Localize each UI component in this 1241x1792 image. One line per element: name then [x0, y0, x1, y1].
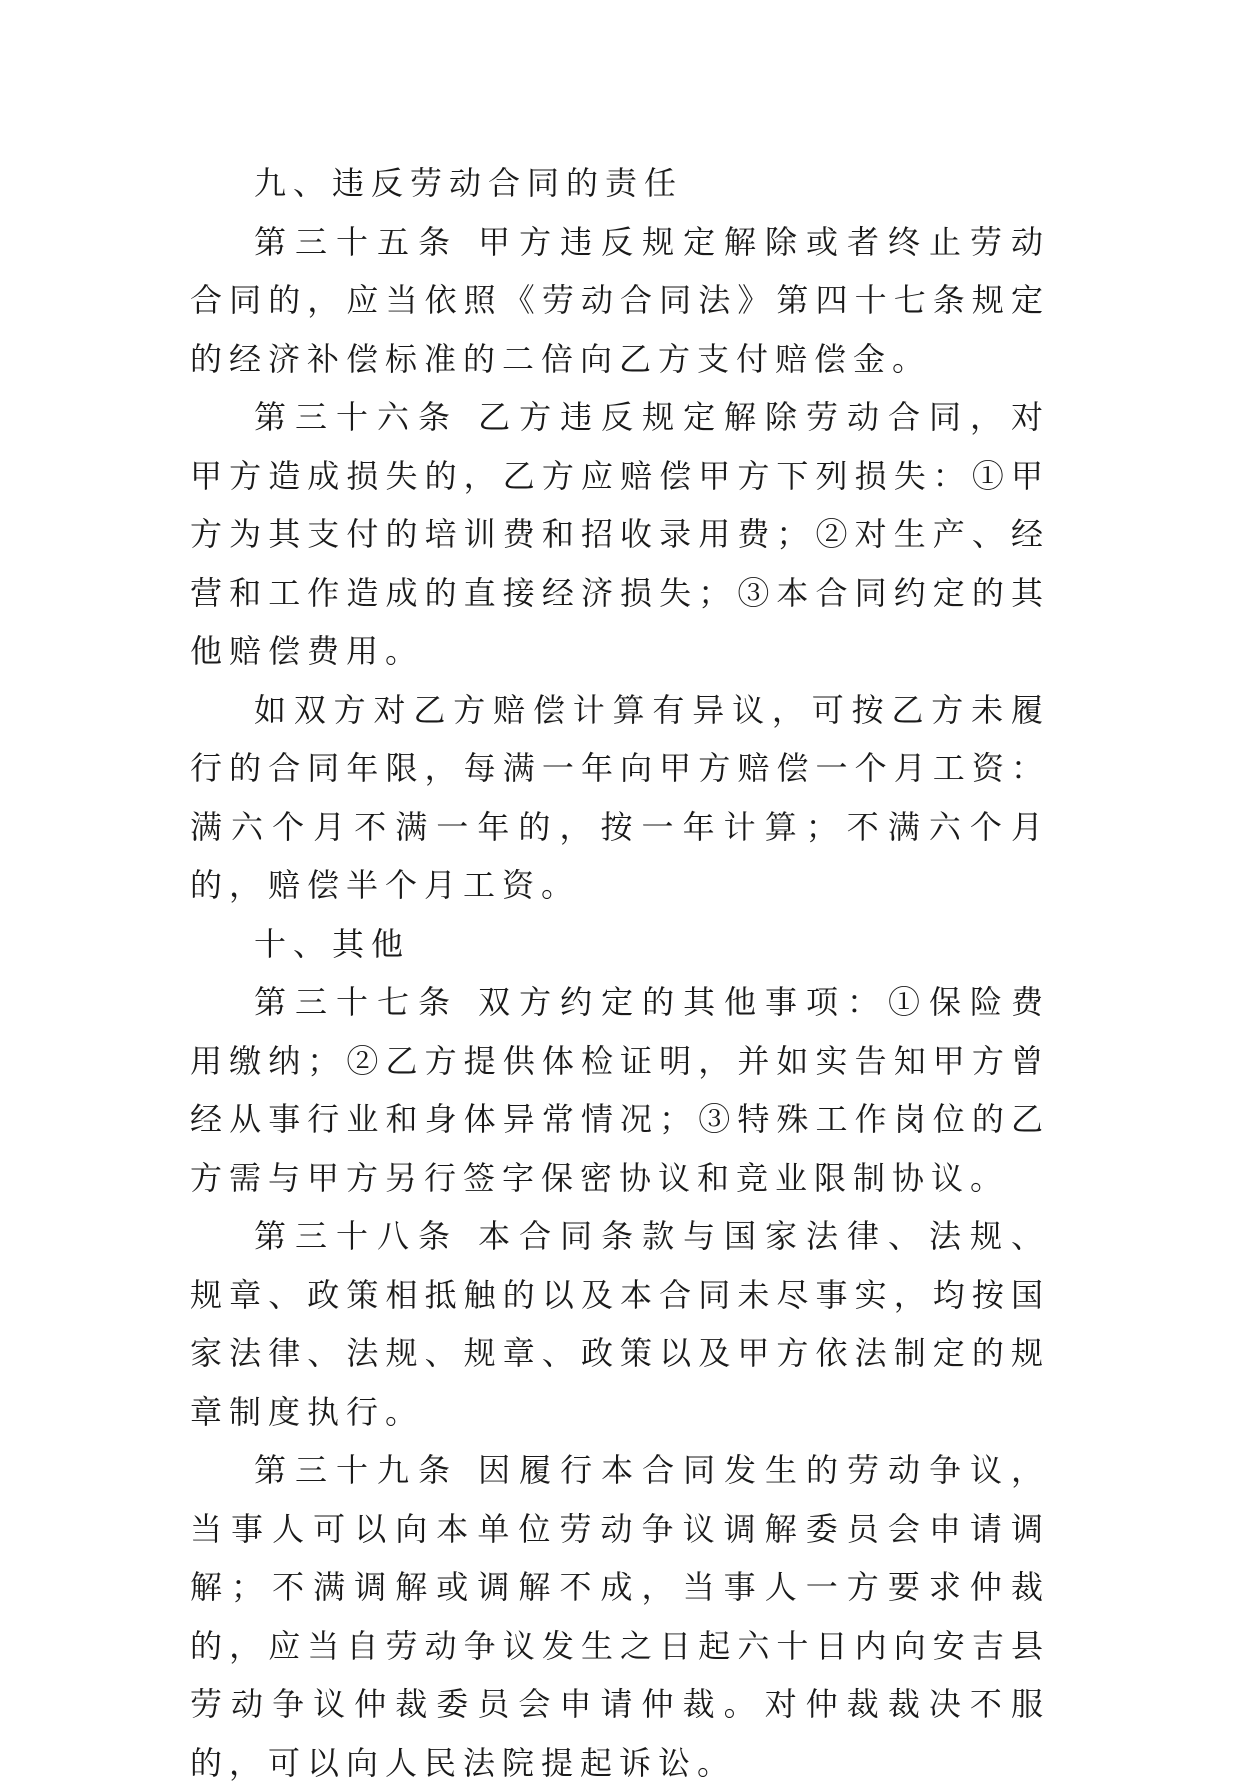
- compensation-calculation-paragraph: 如双方对乙方赔偿计算有异议，可按乙方未履行的合同年限，每满一年向甲方赔偿一个月工资：满六个月不满一年的，按一年计算；不满六个月的，赔偿半个月工资。: [190, 690, 1050, 904]
- section-heading-liability: 九、违反劳动合同的责任: [254, 164, 684, 202]
- article-37-paragraph: 第三十七条 双方约定的其他事项：①保险费用缴纳；②乙方提供体检证明，并如实告知甲方曾经从事行业和身体异常情况；③特殊工作岗位的乙方需与甲方另行签字保密协议和竞业限制协议。: [190, 983, 1050, 1197]
- article-39-paragraph: 第三十九条 因履行本合同发生的劳动争议，当事人可以向本单位劳动争议调解委员会申请调解；不满调解或调解不成，当事人一方要求仲裁的，应当自劳动争议发生之日起六十日内向安吉县劳动争议仲裁委员会申请仲裁。对仲裁裁决不服的，可以向人民法院提起诉讼。: [190, 1451, 1050, 1782]
- section-heading-other: 十、其他: [254, 924, 411, 963]
- article-36-paragraph: 第三十六条 乙方违反规定解除劳动合同，对甲方造成损失的，乙方应赔偿甲方下列损失：①甲方为其支付的培训费和招收录用费；②对生产、经营和工作造成的直接经济损失；③本合同约定的其他赔偿费用。: [190, 398, 1050, 670]
- article-38-paragraph: 第三十八条 本合同条款与国家法律、法规、规章、政策相抵触的以及本合同未尽事实，均按国家法律、法规、规章、政策以及甲方依法制定的规章制度执行。: [190, 1217, 1050, 1431]
- article-35-paragraph: 第三十五条 甲方违反规定解除或者终止劳动合同的，应当依照《劳动合同法》第四十七条规定的经济补偿标准的二倍向乙方支付赔偿金。: [190, 222, 1050, 378]
- document-page: [190, 154, 1050, 1792]
